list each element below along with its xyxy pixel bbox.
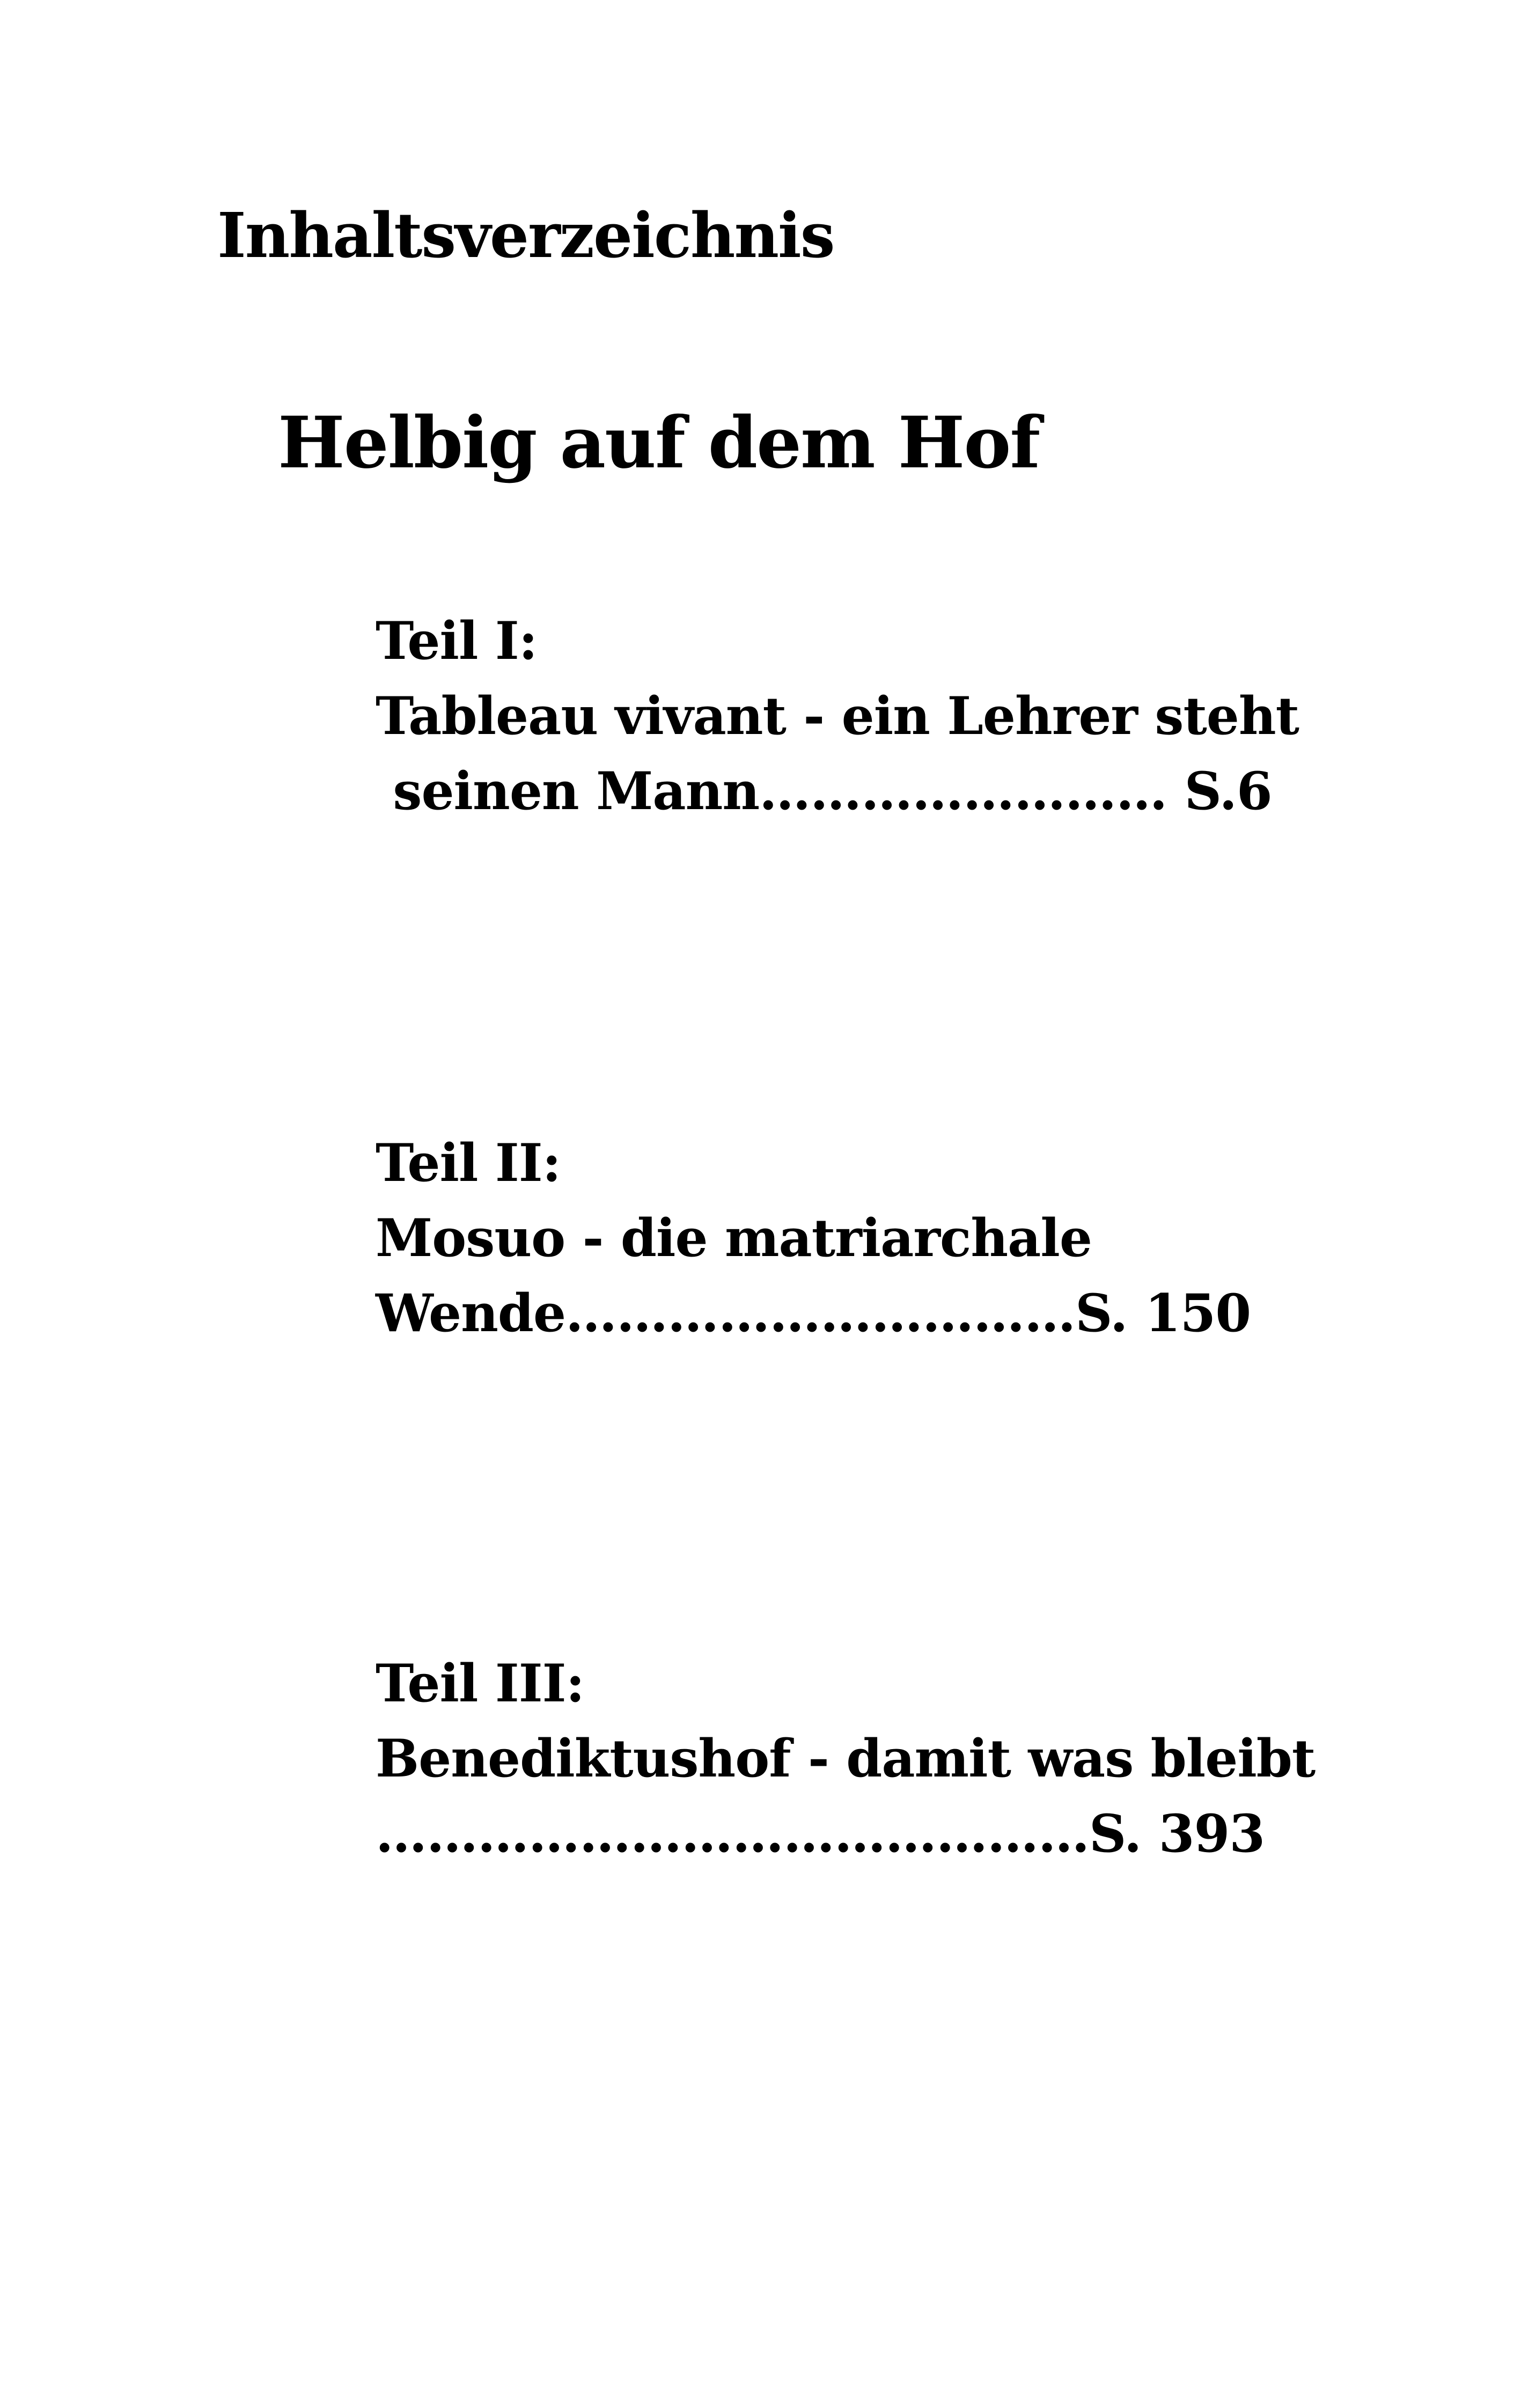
toc-entry-title: Mosuo - die matriarchale — [376, 1208, 1092, 1268]
toc-entry-page-line: Wende…………………………S. 150 — [376, 1283, 1251, 1344]
toc-part-label: Teil III: — [376, 1653, 585, 1714]
toc-part-label: Teil I: — [376, 611, 538, 671]
toc-entry-page-line: seinen Mann…………………… S.6 — [376, 761, 1272, 821]
toc-entry-title: Tableau vivant - ein Lehrer steht — [376, 686, 1299, 746]
page-heading: Inhaltsverzeichnis — [217, 200, 834, 272]
toc-entry-teil-2 — [376, 1126, 1251, 1351]
toc-entry-teil-3 — [376, 1646, 1315, 1871]
toc-entry-teil-1 — [376, 604, 1299, 829]
toc-entry-page-line: ……………………………………S. 393 — [376, 1803, 1265, 1864]
toc-part-label: Teil II: — [376, 1133, 561, 1193]
book-title: Helbig auf dem Hof — [278, 401, 1040, 484]
toc-entry-title: Benediktushof - damit was bleibt — [376, 1728, 1316, 1789]
